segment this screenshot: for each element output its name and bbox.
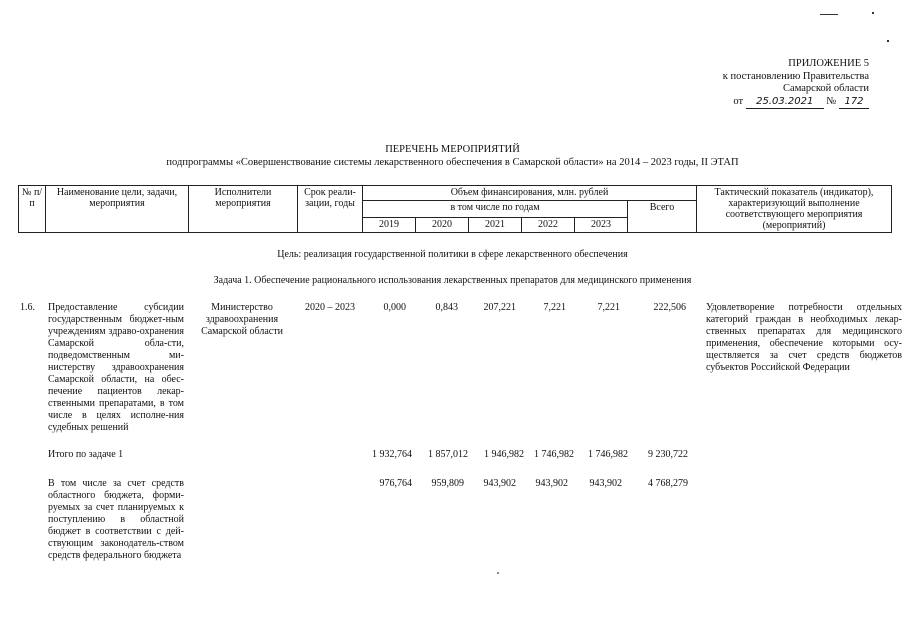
- row-1-6-value-2023: 7,221: [597, 302, 620, 313]
- header-by-years: в том числе по годам: [363, 201, 628, 218]
- goal-heading: Цель: реализация государственной политики в сфере лекарственного обеспечения: [277, 249, 628, 260]
- row-1-6-period: 2020 – 2023: [305, 302, 355, 313]
- row-1-6-executor: Министерство здравоохранения Самарской области: [201, 302, 283, 337]
- header-indicator: Тактический показатель (индикатор), характеризующий выполнение соответствующего мероприятия (мероприятий): [697, 186, 892, 233]
- including-label: В том числе за счет средств областного бюджета, форми-руемых за счет планируемых к поступлению в областной бюджет в соответствии с дей-ствующим законодатель-ством средств федерального бюджета: [48, 478, 184, 561]
- header-funding: Объем финансирования, млн. рублей: [363, 186, 697, 201]
- decree-number: 172: [839, 96, 869, 110]
- scan-speck: [872, 12, 874, 14]
- appendix-block: [723, 58, 869, 109]
- header-year-2020: 2020: [416, 218, 469, 233]
- measures-table-header: [18, 185, 892, 233]
- task-total-2020: 1 857,012: [428, 449, 468, 460]
- including-2020: 959,809: [431, 478, 464, 489]
- scan-speck: [497, 572, 499, 574]
- including-2023: 943,902: [589, 478, 622, 489]
- row-1-6-value-2021: 207,221: [483, 302, 516, 313]
- task-total-2021: 1 946,982: [484, 449, 524, 460]
- header-period: Срок реали-зации, годы: [298, 186, 363, 233]
- task-heading: Задача 1. Обеспечение рационального использования лекарственных препаратов для медицинского применения: [213, 275, 692, 286]
- row-1-6-num: 1.6.: [20, 302, 35, 313]
- row-1-6-value-2020: 0,843: [435, 302, 458, 313]
- number-prefix: №: [826, 95, 837, 107]
- appendix-date-line: [723, 96, 869, 110]
- task-total-sum: 9 230,722: [648, 449, 688, 460]
- header-name: Наименование цели, задачи, мероприятия: [46, 186, 189, 233]
- task-total-2019: 1 932,764: [372, 449, 412, 460]
- list-title: ПЕРЕЧЕНЬ МЕРОПРИЯТИЙ: [385, 144, 520, 155]
- including-2021: 943,902: [483, 478, 516, 489]
- task-total-2022: 1 746,982: [534, 449, 574, 460]
- row-1-6-value-2022: 7,221: [543, 302, 566, 313]
- row-1-6-value-2019: 0,000: [383, 302, 406, 313]
- header-year-2021: 2021: [469, 218, 522, 233]
- decree-date: 25.03.2021: [746, 96, 824, 110]
- date-prefix: от: [733, 95, 744, 107]
- scan-speck: [887, 40, 889, 42]
- including-total: 4 768,279: [648, 478, 688, 489]
- row-1-6-total: 222,506: [653, 302, 686, 313]
- appendix-title: ПРИЛОЖЕНИЕ 5: [788, 58, 869, 69]
- appendix-decree: к постановлению Правительства: [722, 70, 869, 82]
- header-executors: Исполнители мероприятия: [189, 186, 298, 233]
- task-total-label: Итого по задаче 1: [48, 449, 124, 460]
- appendix-region: Самарской области: [783, 83, 869, 94]
- including-2019: 976,764: [379, 478, 412, 489]
- header-year-2022: 2022: [522, 218, 575, 233]
- header-year-2023: 2023: [575, 218, 628, 233]
- task-total-2023: 1 746,982: [588, 449, 628, 460]
- header-num: № п/п: [19, 186, 46, 233]
- scan-speck: [820, 14, 838, 15]
- header-total: Всего: [628, 201, 697, 233]
- row-1-6-name: Предоставление субсидии государственным бюджет-ным учреждениям здраво-охранения Самарской обла-сти, подведомственным ми-нистерству здравоохранения Самарской области, на обес-печение пациентов лекар-ственными препаратами, в том числе в целях исполне-ния судебных решений: [48, 302, 184, 433]
- row-1-6-indicator: Удовлетворение потребности отдельных категорий граждан в необходимых лекар-ственных препаратах для медицинского применения, обеспечение которыми осу-ществляется за счет средств бюджетов субъектов Российской Федерации: [706, 302, 902, 373]
- list-subtitle: подпрограммы «Совершенствование системы лекарственного обеспечения в Самарской области» на 2014 – 2023 годы, II ЭТАП: [166, 157, 739, 168]
- including-2022: 943,902: [535, 478, 568, 489]
- header-year-2019: 2019: [363, 218, 416, 233]
